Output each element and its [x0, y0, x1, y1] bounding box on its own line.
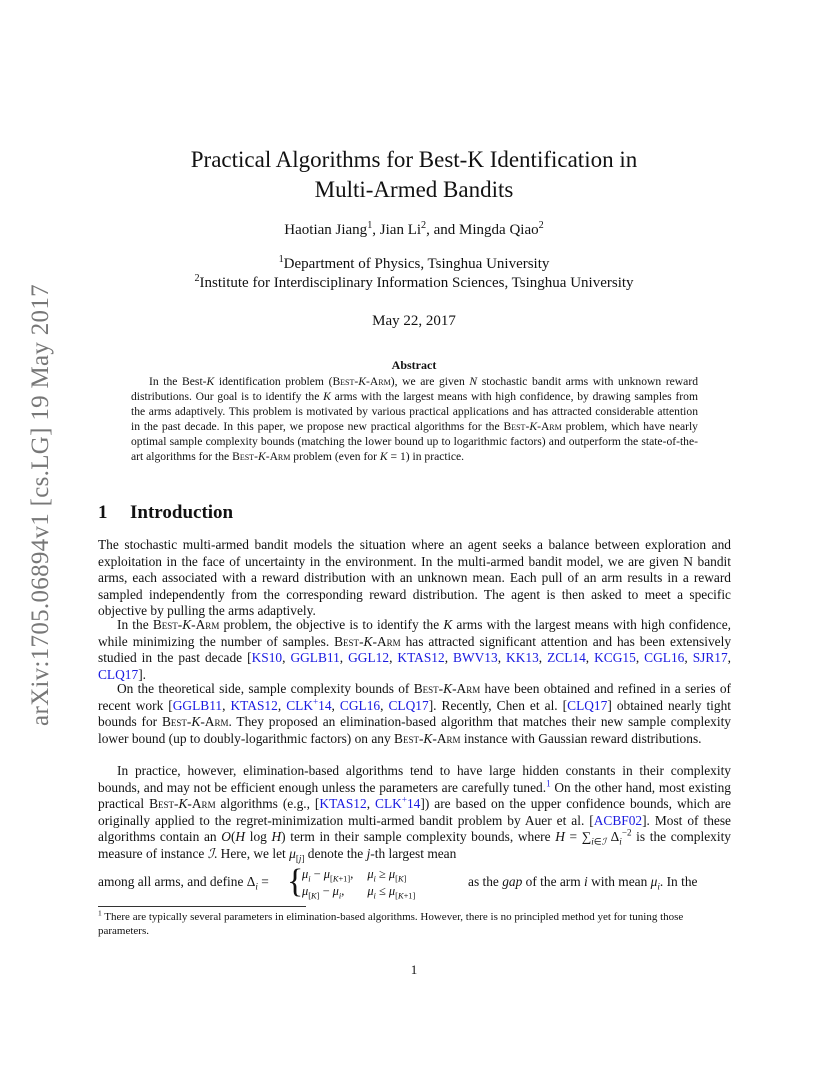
- citation-link[interactable]: CLK+14: [286, 696, 332, 713]
- affiliation-1: [98, 255, 730, 274]
- paragraph-text: The stochastic multi-armed bandit models the situation where an agent seeks a balance between exploration and exploitation in the face of uncertainty in the environment. In the multi-armed bandit model, we are given N bandit arms, each associated with a reward distribution with an unknown mean. Each pull of an arm results in a reward sampled independently from the corresponding reward distribution. The agent is then asked to meet a specific objective by pulling the arms adaptively.: [98, 537, 731, 618]
- title-line-1: Practical Algorithms for Best-K Identification in: [190, 147, 638, 172]
- citation-link[interactable]: ZCL14: [547, 650, 586, 665]
- footnote-text: There are typically several parameters in elimination-based algorithms. However, there is no principled method yet for tuning those parameters.: [98, 911, 684, 937]
- abstract-body: In the Best-K identification problem (Best-K-Arm), we are given N stochastic bandit arms with unknown reward distributions. Our goal is to identify the K arms with the largest means with high confidence, by drawing samples from the arms adaptively. This problem is motivated by various practical applications and has attracted considerable attention in the past decade. In this paper, we propose new practical algorithms for the Best-K-Arm problem, which have nearly optimal sample complexity bounds (matching the lower bound up to logarithmic factors) and outperform the state-of-the-art algorithms for the Best-K-Arm problem (even for K = 1) in practice.: [131, 375, 698, 463]
- citation-link[interactable]: KCG15: [594, 650, 636, 665]
- author-name: Jian Li: [379, 222, 422, 238]
- footnote-rule: [98, 906, 306, 907]
- section-title: Introduction: [130, 502, 234, 523]
- author-list: [98, 222, 730, 239]
- arxiv-stamp: arXiv:1705.06894v1 [cs.LG] 19 May 2017: [27, 284, 54, 726]
- affiliation-mark: 2: [194, 273, 200, 284]
- page-number: 1: [410, 962, 418, 977]
- paper-date: May 22, 2017: [372, 313, 456, 329]
- author-separator: , and: [426, 222, 460, 238]
- citation-link[interactable]: KTAS12: [230, 697, 278, 713]
- citation-link[interactable]: ACBF02: [593, 812, 643, 828]
- citation-link[interactable]: CLQ17: [98, 666, 139, 682]
- author-name: Haotian Jiang: [284, 222, 368, 238]
- affiliation-2: [98, 274, 730, 293]
- intro-paragraph-4: In practice, however, elimination-based algorithms tend to have large hidden constants in their complexity bounds, and may not be efficient enough unless the parameters are carefully tuned.$^1$ On the other hand, most existing practical Best-K-Arm algorithms (e.g., [KTAS12, CLK+14]) are based on the upper confidence bounds, which are originally applied to the regret-minimization multi-armed bandit problem by Auer et al. [ACBF02]. Most of these algorithms contain an O(H log H) term in their sample complexity bounds, where $H = \sum_{i\in ℐ}$ $\Delta_i^{-2}$ is the complexity measure of instance ℐ. Here, we let $\mu_{[j]}$ denote the j-th largest mean: [98, 763, 732, 864]
- citation-link[interactable]: KTAS12: [397, 650, 445, 665]
- title-line-2: Multi-Armed Bandits: [314, 177, 514, 202]
- affiliations: [98, 255, 730, 293]
- citation-link[interactable]: GGLB11: [172, 697, 223, 713]
- intro-paragraph-1: [98, 537, 731, 620]
- author-name: Mingda Qiao: [459, 222, 539, 238]
- author-separator: ,: [372, 222, 380, 238]
- citation-link[interactable]: CLQ17: [567, 697, 608, 713]
- citation-link[interactable]: CLK+14: [375, 794, 421, 811]
- citation-link[interactable]: KK13: [506, 650, 539, 665]
- citation-link[interactable]: CGL16: [339, 697, 381, 713]
- affiliation-text: Department of Physics, Tsinghua University: [283, 256, 550, 272]
- author-mark: 2: [421, 220, 427, 231]
- section-number: 1: [98, 502, 108, 523]
- citation-link[interactable]: CLQ17: [388, 697, 429, 713]
- footnote-mark: 1: [98, 908, 102, 918]
- intro-paragraph-3: On the theoretical side, sample complexity bounds of Best-K-Arm have been obtained and refined in a series of recent work [GGLB11, KTAS12, CLK+14, CGL16, CLQ17]. Recently, Chen et al. [CLQ17] obtained nearly tight bounds for Best-K-Arm. They proposed an elimination-based algorithm that matches their new sample complexity lower bound (up to doubly-logarithmic factors) on any Best-K-Arm instance with Gaussian reward distributions.: [98, 681, 732, 746]
- author-mark: 2: [538, 220, 544, 231]
- footnote: [98, 910, 731, 938]
- citation-link[interactable]: CGL16: [644, 650, 685, 665]
- citation-link[interactable]: KS10: [251, 650, 283, 665]
- footnote-ref[interactable]: 1: [546, 778, 551, 789]
- affiliation-mark: 1: [278, 254, 284, 265]
- citation-link[interactable]: GGLB11: [290, 650, 340, 665]
- citation-link[interactable]: BWV13: [453, 650, 498, 665]
- author-mark: 1: [367, 220, 373, 231]
- abstract-heading: Abstract: [391, 358, 437, 372]
- affiliation-text: Institute for Interdisciplinary Information Sciences, Tsinghua University: [199, 275, 634, 291]
- intro-paragraph-2: In the Best-K-Arm problem, the objective is to identify the K arms with the largest means with high confidence, while minimizing the number of samples. Best-K-Arm has attracted significant attention and has been extensively studied in the past decade [KS10, GGLB11, GGL12, KTAS12, BWV13, KK13, ZCL14, KCG15, CGL16, SJR17, CLQ17].: [98, 617, 732, 682]
- citation-link[interactable]: SJR17: [692, 650, 728, 665]
- section-heading: [98, 502, 233, 524]
- cases-equation: $\mu_i - \mu_{[K+1]}$, $\mu_i \ge \mu_{[K]}$ $\mu_{[K]} - \mu_i$, $\mu_i \le \mu_{[K+1]}$: [302, 867, 416, 901]
- paper-title: [98, 145, 730, 205]
- citation-link[interactable]: GGL12: [348, 650, 390, 665]
- gap-definition-line: among all arms, and define $\Delta_i$ = { $\mu_i - \mu_{[K+1]}$, $\mu_i \ge \mu_{[K]}$ $\mu_{[K]} - \mu_i$, $\mu_i \le \mu_{[K+1]}$ as the gap of the arm i with mean $\mu_i$. In the: [98, 863, 698, 901]
- citation-link[interactable]: KTAS12: [319, 796, 367, 811]
